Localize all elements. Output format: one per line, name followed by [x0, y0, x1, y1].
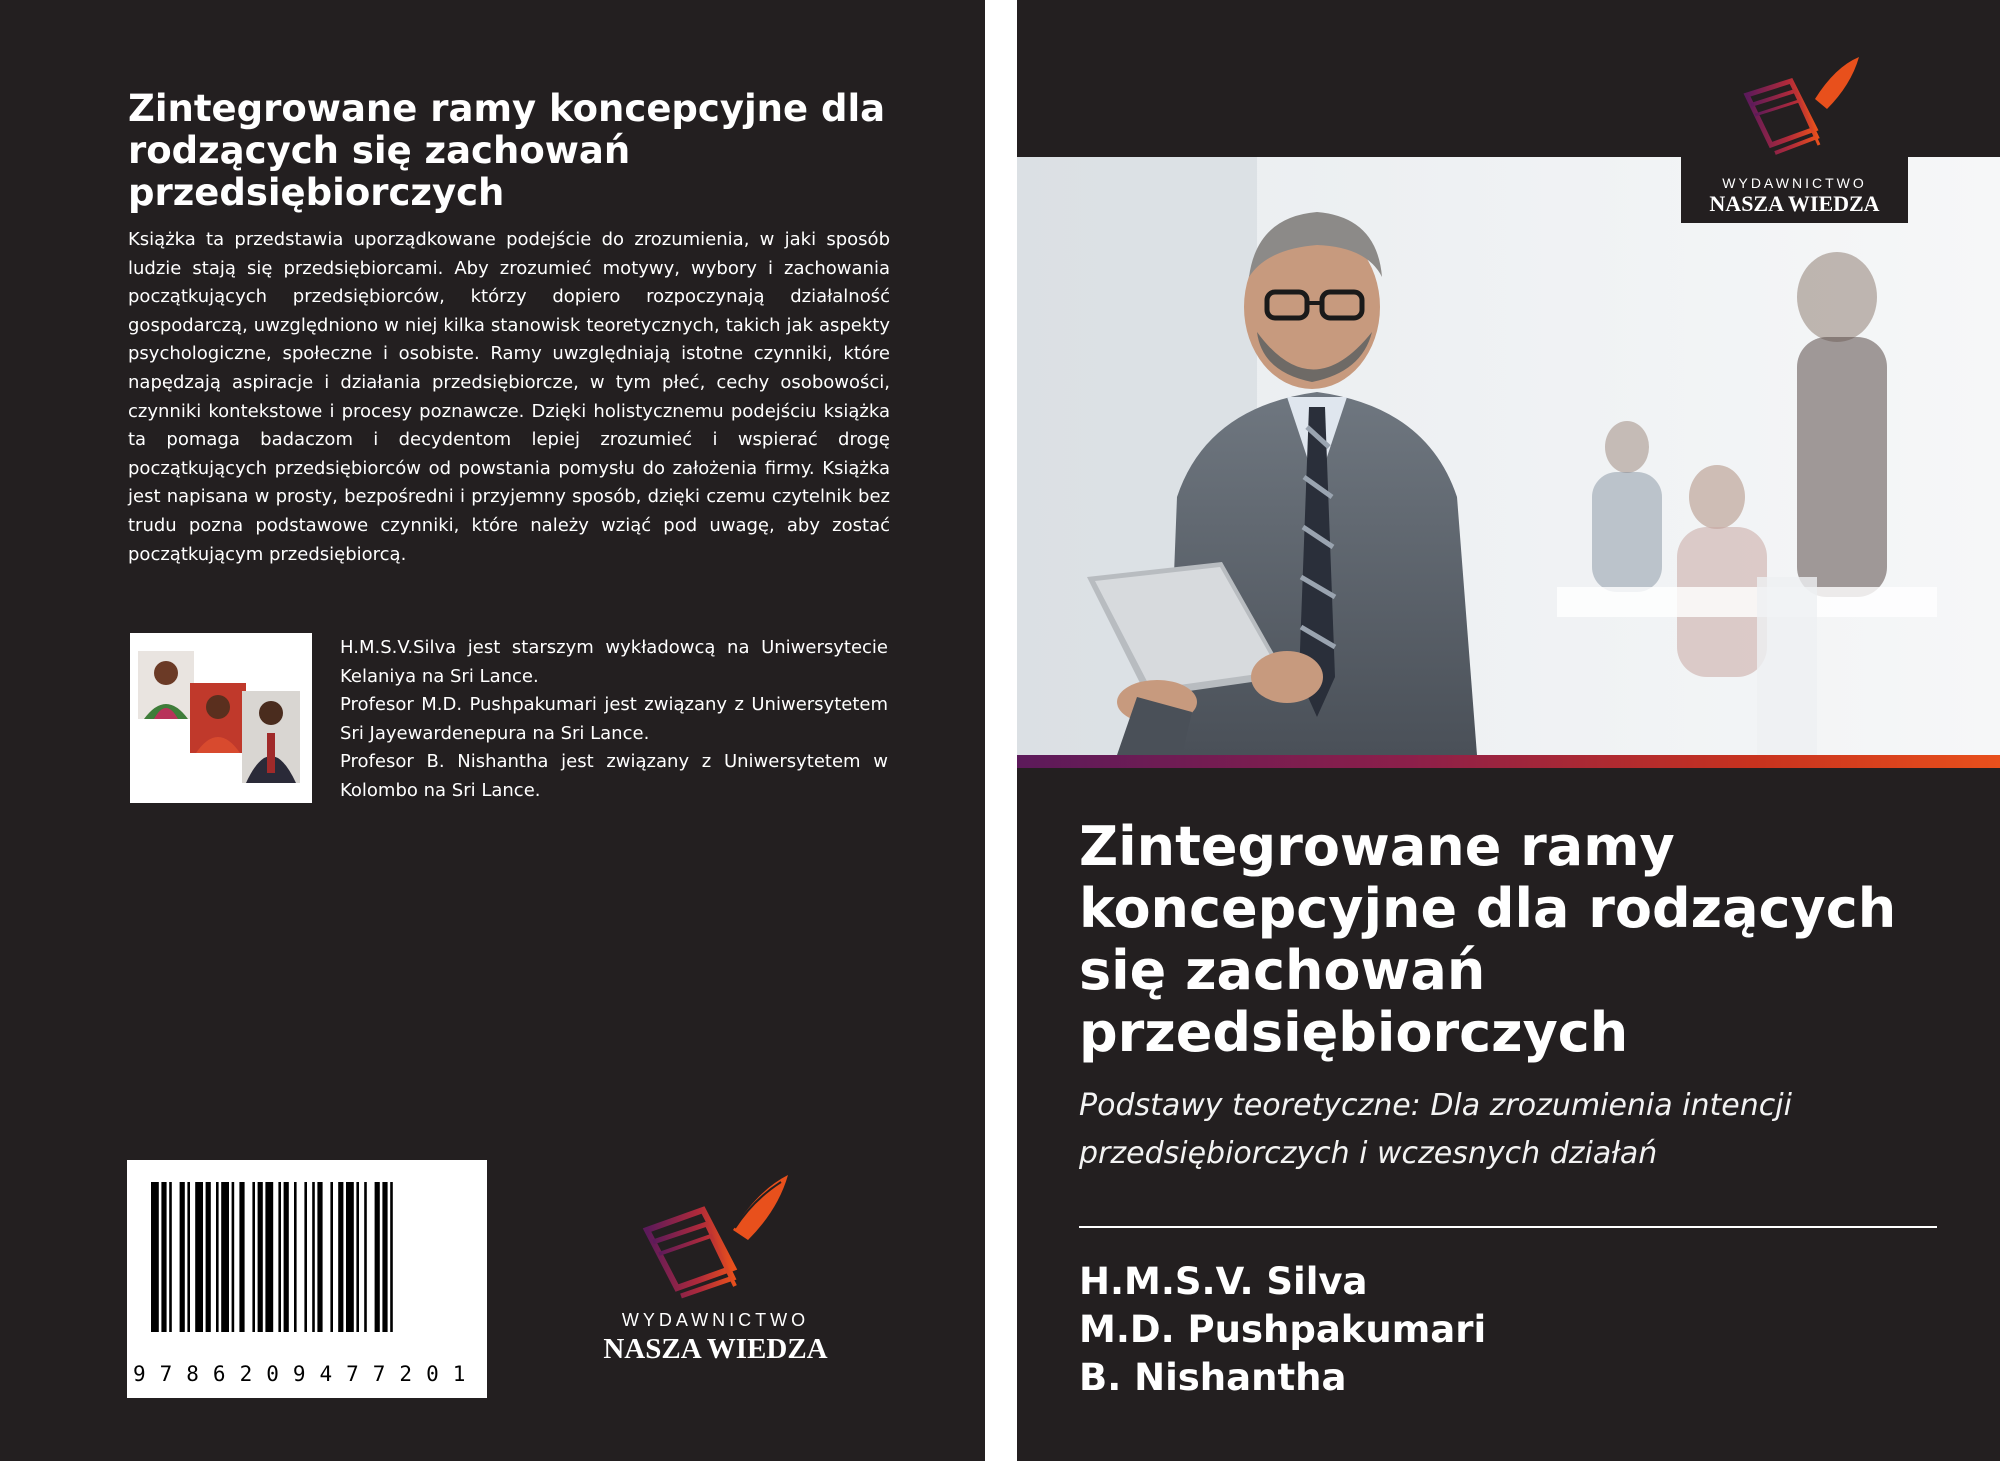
barcode-bar: [265, 1182, 273, 1332]
barcode-bar: [390, 1182, 393, 1332]
barcode-bar: [232, 1182, 235, 1332]
author-bios: [340, 634, 888, 806]
front-cover-subtitle: Podstawy teoretyczne: Dla zrozumienia intencji przedsiębiorczych i wczesnych działań: [1079, 1088, 1792, 1171]
author-bio-pushpakumari: Profesor M.D. Pushpakumari jest związany z Uniwersytetem Sri Jayewardenepura na Sri Lance.: [340, 694, 888, 744]
barcode-bar: [346, 1182, 354, 1332]
barcode-bar: [356, 1182, 359, 1332]
barcode-bar: [161, 1182, 166, 1332]
publisher-name-line1: WYDAWNICTWO: [1722, 175, 1867, 191]
author-photos: [130, 633, 312, 803]
divider-line: [1079, 1226, 1937, 1228]
author-name: B. Nishantha: [1079, 1356, 1347, 1399]
author-name: M.D. Pushpakumari: [1079, 1308, 1487, 1351]
barcode-bar: [258, 1182, 263, 1332]
back-cover-description: Książka ta przedstawia uporządkowane podejście do zrozumienia, w jaki sposób ludzie stają się przedsiębiorcami. Aby zrozumieć motywy, wybory i zachowania początkujących przedsiębiorców, którzy dopiero rozpoczynają działalność gospodarczą, uwzględniono w niej kilka stanowisk teoretycznych, takich jak aspekty psychologiczne, społeczne i osobiste. Ramy uwzględniają istotne czynniki, które napędzają aspiracje i działania przedsiębiorcze, w tym płeć, cechy osobowości, czynniki kontekstowe i procesy poznawcze. Dzięki holistycznemu podejściu książka ta pomaga badaczom i decydentom lepiej zrozumieć i wspierać drogę początkujących przedsiębiorców od powstania pomysłu do założenia firmy. Książka jest napisana w prosty, bezpośredni i przyjemny sposób, dzięki czemu czytelnik bez trudu pozna podstawowe czynniki, które należy wziąć pod uwagę, aby zostać początkującym przedsiębiorcą.: [128, 229, 890, 565]
barcode-bar: [364, 1182, 367, 1332]
barcode-bar: [169, 1182, 172, 1332]
barcode-bars: [127, 1160, 487, 1360]
book-quill-icon: [583, 1170, 848, 1300]
publisher-name-line2: NASZA WIEDZA: [1709, 191, 1880, 216]
barcode-bar: [206, 1182, 211, 1332]
barcode-bar: [294, 1182, 297, 1332]
spine-gap: [985, 0, 1017, 1461]
publisher-logo-back: [583, 1170, 848, 1365]
publisher-name-line2: NASZA WIEDZA: [603, 1333, 828, 1365]
author-name: H.M.S.V. Silva: [1079, 1260, 1368, 1303]
cover-photo: [1017, 157, 2000, 755]
barcode-bar: [216, 1182, 219, 1332]
author-bio-nishantha: Profesor B. Nishantha jest związany z Uniwersytetem w Kolombo na Sri Lance.: [340, 751, 888, 801]
barcode-bar: [284, 1182, 289, 1332]
barcode-bar: [304, 1182, 307, 1332]
barcode-bar: [221, 1182, 229, 1332]
front-cover-title: Zintegrowane ramy koncepcyjne dla rodzących się zachowań przedsiębiorczych: [1079, 815, 1897, 1064]
barcode-bar: [252, 1182, 255, 1332]
book-quill-icon: [1681, 55, 1908, 167]
barcode-bar: [330, 1182, 333, 1332]
barcode-bar: [195, 1182, 203, 1332]
businessman-tablet-image: [1017, 157, 2000, 755]
barcode-bar: [338, 1182, 343, 1332]
isbn-digits: 9786209477201: [133, 1362, 480, 1386]
front-cover: [1017, 0, 2000, 1461]
author-photos-image: [130, 633, 312, 803]
barcode-bar: [187, 1182, 190, 1332]
isbn-barcode: [127, 1160, 487, 1398]
barcode-bar: [278, 1182, 281, 1332]
barcode-bar: [312, 1182, 315, 1332]
back-cover-title: Zintegrowane ramy koncepcyjne dla rodzących się zachowań przedsiębiorczych: [128, 87, 886, 214]
barcode-bar: [180, 1182, 185, 1332]
barcode-bar: [239, 1182, 244, 1332]
barcode-bar: [151, 1182, 159, 1332]
front-cover-authors: [1079, 1258, 1486, 1402]
barcode-bar: [382, 1182, 387, 1332]
back-cover: [0, 0, 985, 1461]
barcode-bar: [317, 1182, 322, 1332]
publisher-logo-front: [1681, 55, 1908, 223]
accent-strip: [1017, 755, 2000, 768]
author-bio-silva: H.M.S.V.Silva jest starszym wykładowcą na Uniwersytecie Kelaniya na Sri Lance.: [340, 637, 888, 687]
publisher-name-line1: WYDAWNICTWO: [621, 1310, 810, 1330]
barcode-bar: [375, 1182, 380, 1332]
